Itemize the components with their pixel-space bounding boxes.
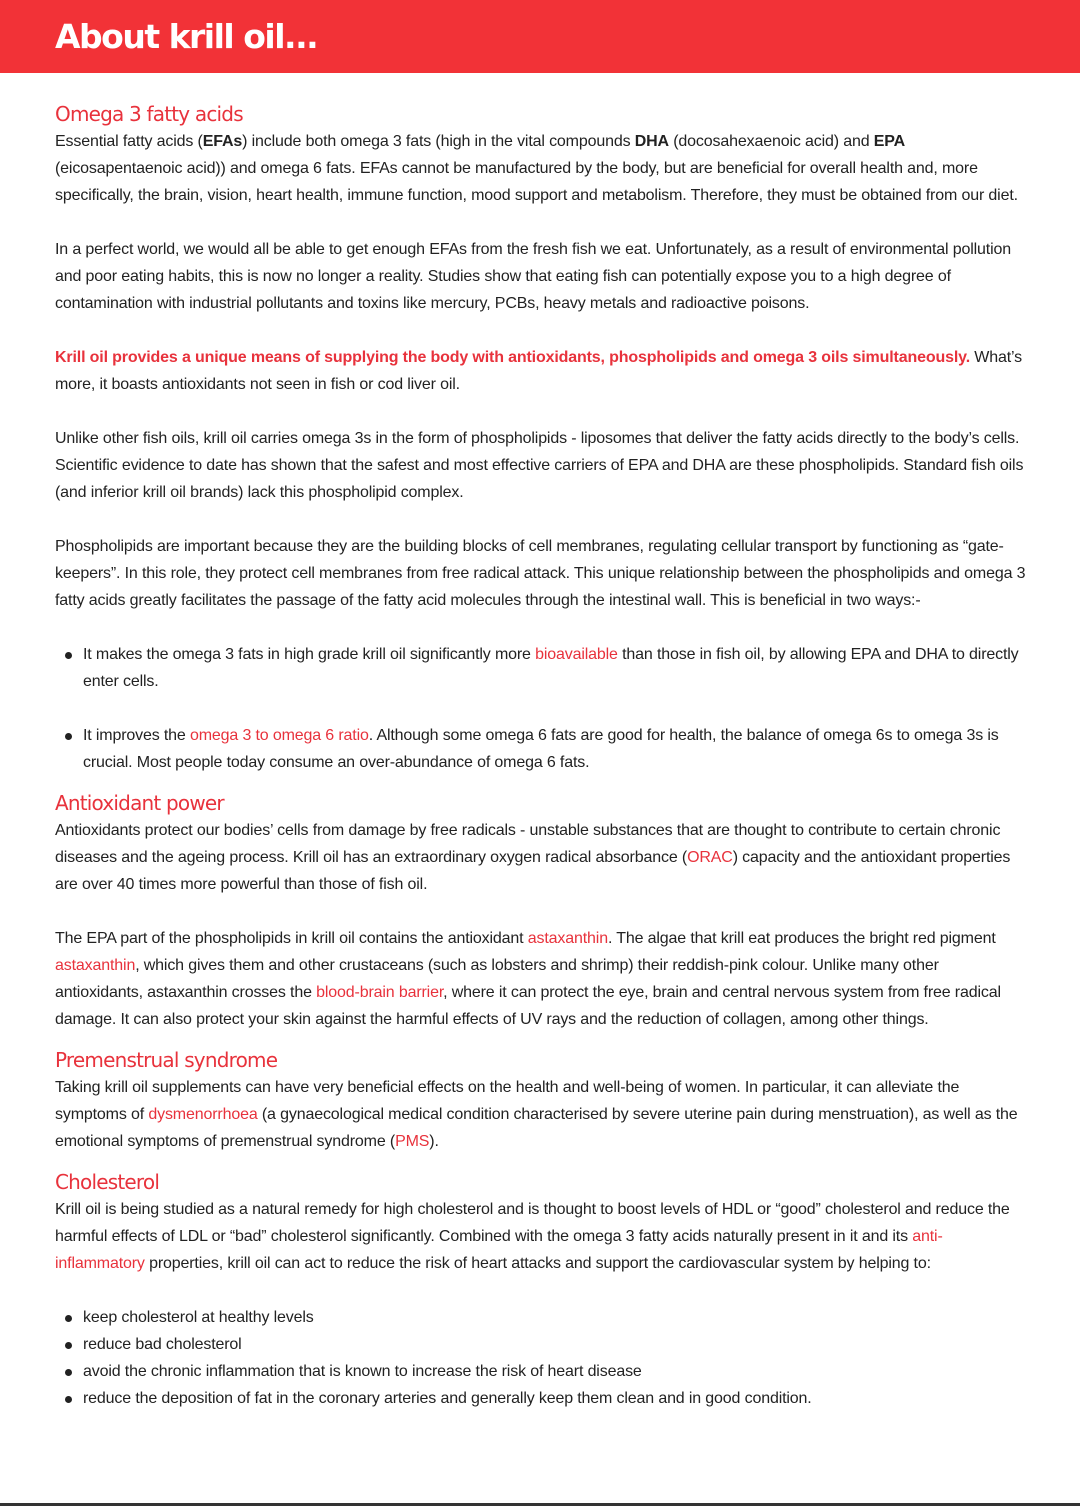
paragraph: Unlike other fish oils, krill oil carries omega 3s in the form of phospholipids - liposomes that deliver the fatty acids directly to the body’s cells. Scientific evidence to date has shown that the safest and most effective carriers of EPA and DHA are these phospholipids. Standard fish oils (and inferior krill oil brands) lack this phospholipid complex.	[55, 430, 1024, 501]
link-bioavailable[interactable]: bioavailable	[535, 646, 618, 663]
text: (a gynaecological medical condition characterised by severe uterine pain during menstruation), as well as the emotional symptoms of premenstrual syndrome (	[55, 1106, 1018, 1150]
paragraph	[55, 817, 1030, 898]
link-blood-brain-barrier[interactable]: blood-brain barrier	[316, 984, 444, 1001]
text: ) include both omega 3 fats (high in the vital compounds	[242, 133, 635, 150]
paragraph	[55, 925, 1030, 1033]
text: than those in fish oil, by allowing EPA and DHA to directly enter cells.	[83, 646, 1019, 690]
section-cholesterol	[55, 1168, 1030, 1412]
section-heading-omega-3: Omega 3 fatty acids	[55, 102, 243, 126]
link-omega-ratio[interactable]: omega 3 to omega 6 ratio	[189, 727, 369, 744]
link-astaxanthin[interactable]: astaxanthin	[527, 930, 608, 947]
text: It makes the omega 3 fats in high grade krill oil significantly more	[83, 646, 536, 663]
list-item: keep cholesterol at healthy levels	[83, 1304, 1030, 1331]
paragraph: In a perfect world, we would all be able to get enough EFAs from the fresh fish we eat. Unfortunately, as a result of environmental pollution and poor eating habits, this is now no longer a reality. Studies show that eating fish can potentially expose you to a high degree of contamination with industrial pollutants and toxins like mercury, PCBs, heavy metals and radioactive poisons.	[55, 241, 1011, 312]
list-item	[83, 722, 1030, 776]
text: ).	[429, 1133, 439, 1150]
text: (docosahexaenoic acid) and	[668, 133, 874, 150]
bullet-list	[55, 1304, 1030, 1412]
paragraph	[55, 1196, 1030, 1277]
text: (eicosapentaenoic acid)) and omega 6 fats. EFAs cannot be manufactured by the body, but are beneficial for overall health and, more specifically, the brain, vision, heart health, immune function, mood support and metabolism. Therefore, they must be obtained from our diet.	[55, 160, 1018, 204]
text: The EPA part of the phospholipids in krill oil contains the antioxidant	[55, 930, 528, 947]
text: . The algae that krill eat produces the bright red pigment	[607, 930, 996, 947]
link-astaxanthin[interactable]: astaxanthin	[55, 957, 136, 974]
text: It improves the	[83, 727, 190, 744]
section-heading-pms: Premenstrual syndrome	[55, 1048, 278, 1072]
text: , where it can protect the eye, brain and central nervous system from free radical damage. It can also protect your skin against the harmful effects of UV rays and the reduction of collagen, among other things.	[55, 984, 1001, 1028]
text: Taking krill oil supplements can have very beneficial effects on the health and well-being of women. In particular, it can alleviate the symptoms of	[55, 1079, 960, 1123]
link-orac[interactable]: ORAC	[687, 849, 733, 866]
page-header	[0, 0, 1080, 73]
text: What’s more, it boasts antioxidants not seen in fish or cod liver oil.	[55, 349, 1023, 393]
text: . Although some omega 6 fats are good for health, the balance of omega 6s to omega 3s is crucial. Most people today consume an over-abundance of omega 6 fats.	[83, 727, 999, 771]
bold-term: DHA	[634, 133, 669, 150]
text: , which gives them and other crustaceans (such as lobsters and shrimp) their reddish-pink colour. Unlike many other antioxidants, astaxanthin crosses the	[55, 957, 939, 1001]
text: properties, krill oil can act to reduce the risk of heart attacks and support the cardiovascular system by helping to:	[144, 1255, 931, 1272]
highlight-text: Krill oil provides a unique means of supplying the body with antioxidants, phospholipids and omega 3 oils simultaneously.	[55, 349, 970, 366]
list-item: reduce the deposition of fat in the coronary arteries and generally keep them clean and in good condition.	[83, 1385, 1030, 1412]
bold-term: EFAs	[202, 133, 243, 150]
text: Essential fatty acids (	[55, 133, 203, 150]
paragraph	[55, 128, 1030, 209]
list-item	[83, 641, 1030, 695]
link-anti-inflammatory[interactable]: anti-inflammatory	[55, 1228, 943, 1272]
list-item: reduce bad cholesterol	[83, 1331, 1030, 1358]
bullet-list	[55, 641, 1030, 776]
link-dysmenorrhoea[interactable]: dysmenorrhoea	[148, 1106, 258, 1123]
article-content	[55, 100, 1030, 1412]
section-premenstrual-syndrome	[55, 1046, 1030, 1155]
section-heading-antioxidant: Antioxidant power	[55, 791, 224, 815]
paragraph	[55, 344, 1030, 398]
paragraph	[55, 1074, 1030, 1155]
section-heading-cholesterol: Cholesterol	[55, 1170, 160, 1194]
text: Krill oil is being studied as a natural remedy for high cholesterol and is thought to boost levels of HDL or “good” cholesterol and reduce the harmful effects of LDL or “bad” cholesterol significantly. Combined with the omega 3 fatty acids naturally present in it and its	[55, 1201, 1010, 1245]
paragraph: Phospholipids are important because they are the building blocks of cell membranes, regulating cellular transport by functioning as “gate-keepers”. In this role, they protect cell membranes from free radical attack. This unique relationship between the phospholipids and omega 3 fatty acids greatly facilitates the passage of the fatty acid molecules through the intestinal wall. This is beneficial in two ways:-	[55, 538, 1026, 609]
section-omega-3	[55, 100, 1030, 776]
bold-term: EPA	[873, 133, 906, 150]
list-item: avoid the chronic inflammation that is known to increase the risk of heart disease	[83, 1358, 1030, 1385]
text: Antioxidants protect our bodies’ cells from damage by free radicals - unstable substances that are thought to contribute to certain chronic diseases and the ageing process. Krill oil has an extraordinary oxygen radical absorbance (	[55, 822, 1001, 866]
text: ) capacity and the antioxidant properties are over 40 times more powerful than those of fish oil.	[55, 849, 1011, 893]
link-pms[interactable]: PMS	[395, 1133, 430, 1150]
page-title: About krill oil...	[55, 17, 318, 56]
section-antioxidant	[55, 789, 1030, 1033]
